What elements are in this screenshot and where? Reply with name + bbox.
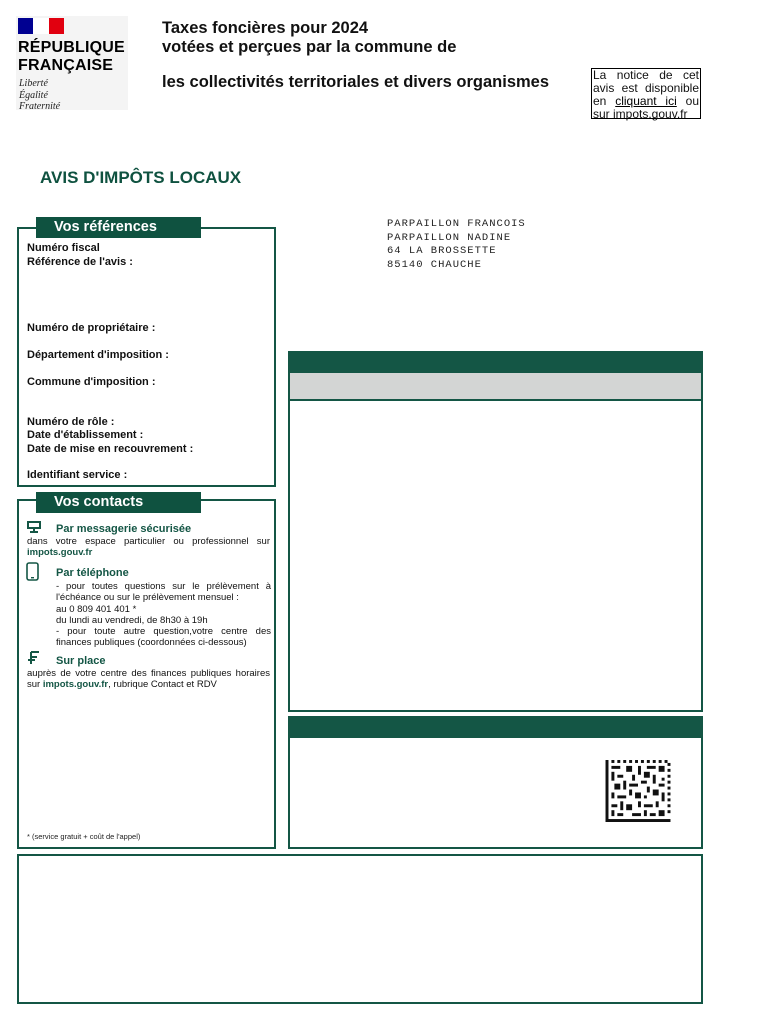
surplace-text [27, 668, 270, 691]
motto-liberte: Liberté [19, 78, 48, 89]
telephone-line1: - pour toutes questions sur le prélèvement à l'échéance ou sur le prélèvement mensuel : [56, 581, 271, 604]
address-line: 85140 CHAUCHE [387, 258, 482, 271]
recipient-address [387, 218, 526, 272]
footnote: * (service gratuit + coût de l'appel) [27, 832, 141, 841]
address-line: 64 LA BROSSETTE [387, 245, 497, 257]
messagerie-text [27, 536, 270, 559]
title-line2: votées et perçues par la commune de [162, 38, 457, 56]
datamatrix-code-icon [605, 760, 671, 822]
numero-proprietaire-label: Numéro de propriétaire : [27, 322, 156, 334]
surplace-heading: Sur place [56, 655, 106, 667]
identifiant-service-label: Identifiant service : [27, 469, 128, 481]
notice-box [591, 68, 701, 119]
telephone-details [56, 581, 271, 649]
contacts-title: Vos contacts [36, 492, 201, 513]
messagerie-heading: Par messagerie sécurisée [56, 523, 192, 535]
reference-avis-label: Référence de l'avis : [27, 256, 133, 268]
date-recouvrement-label: Date de mise en recouvrement : [27, 443, 194, 455]
references-title: Vos références [36, 217, 201, 238]
logo-motto [19, 78, 60, 113]
computer-icon [26, 520, 42, 534]
page-title [162, 19, 456, 57]
notice-text-pre: La notice de cet avis est disponible en [593, 68, 699, 108]
telephone-line2: - pour toute autre question,votre centre des finances publiques (coordonnées ci-dessous) [56, 626, 271, 649]
motto-egalite: Égalité [19, 89, 48, 101]
telephone-heading: Par téléphone [56, 567, 129, 579]
doc-title: AVIS D'IMPÔTS LOCAUX [40, 168, 242, 187]
messagerie-description: dans votre espace particulier ou professionnel sur [27, 536, 270, 547]
title-line3: les collectivités territoriales et divers organismes [162, 73, 550, 91]
notice-text-post: ou sur impots.gouv.fr [593, 94, 699, 121]
numero-role-label: Numéro de rôle : [27, 416, 115, 428]
tax-details-subheader-band [290, 373, 701, 401]
departement-label: Département d'imposition : [27, 349, 169, 361]
notice-link[interactable]: cliquant ici [615, 94, 677, 108]
bottom-panel [17, 854, 703, 1004]
title-line1: Taxes foncières pour 2024 [162, 19, 369, 37]
surplace-link[interactable]: impots.gouv.fr [42, 679, 109, 691]
republique-francaise-logo [16, 16, 128, 110]
tax-details-header-bar [288, 351, 703, 373]
telephone-number: au 0 809 401 401 * [56, 603, 137, 615]
address-line: PARPAILLON NADINE [387, 231, 512, 244]
tax-details-panel [288, 351, 703, 712]
date-etablissement-label: Date d'établissement : [27, 429, 144, 441]
surplace-description: auprès de votre centre des finances publiques horaires sur [27, 668, 270, 691]
logo-line1: RÉPUBLIQUE [18, 39, 125, 56]
payment-header-bar [288, 716, 703, 738]
numero-fiscal-label: Numéro fiscal [27, 242, 100, 254]
logo-text [18, 39, 125, 75]
marianne-flag-icon [18, 18, 64, 34]
address-line: PARPAILLON FRANCOIS [387, 218, 526, 230]
logo-line2: FRANÇAISE [18, 57, 114, 74]
telephone-hours: du lundi au vendredi, de 8h30 à 19h [56, 614, 208, 626]
franc-symbol-icon [27, 651, 41, 665]
surplace-rubrique: , rubrique Contact et RDV [108, 679, 217, 691]
messagerie-link[interactable]: impots.gouv.fr [27, 547, 93, 559]
motto-fraternite: Fraternité [19, 101, 61, 112]
phone-icon [26, 562, 39, 581]
commune-label: Commune d'imposition : [27, 376, 156, 388]
